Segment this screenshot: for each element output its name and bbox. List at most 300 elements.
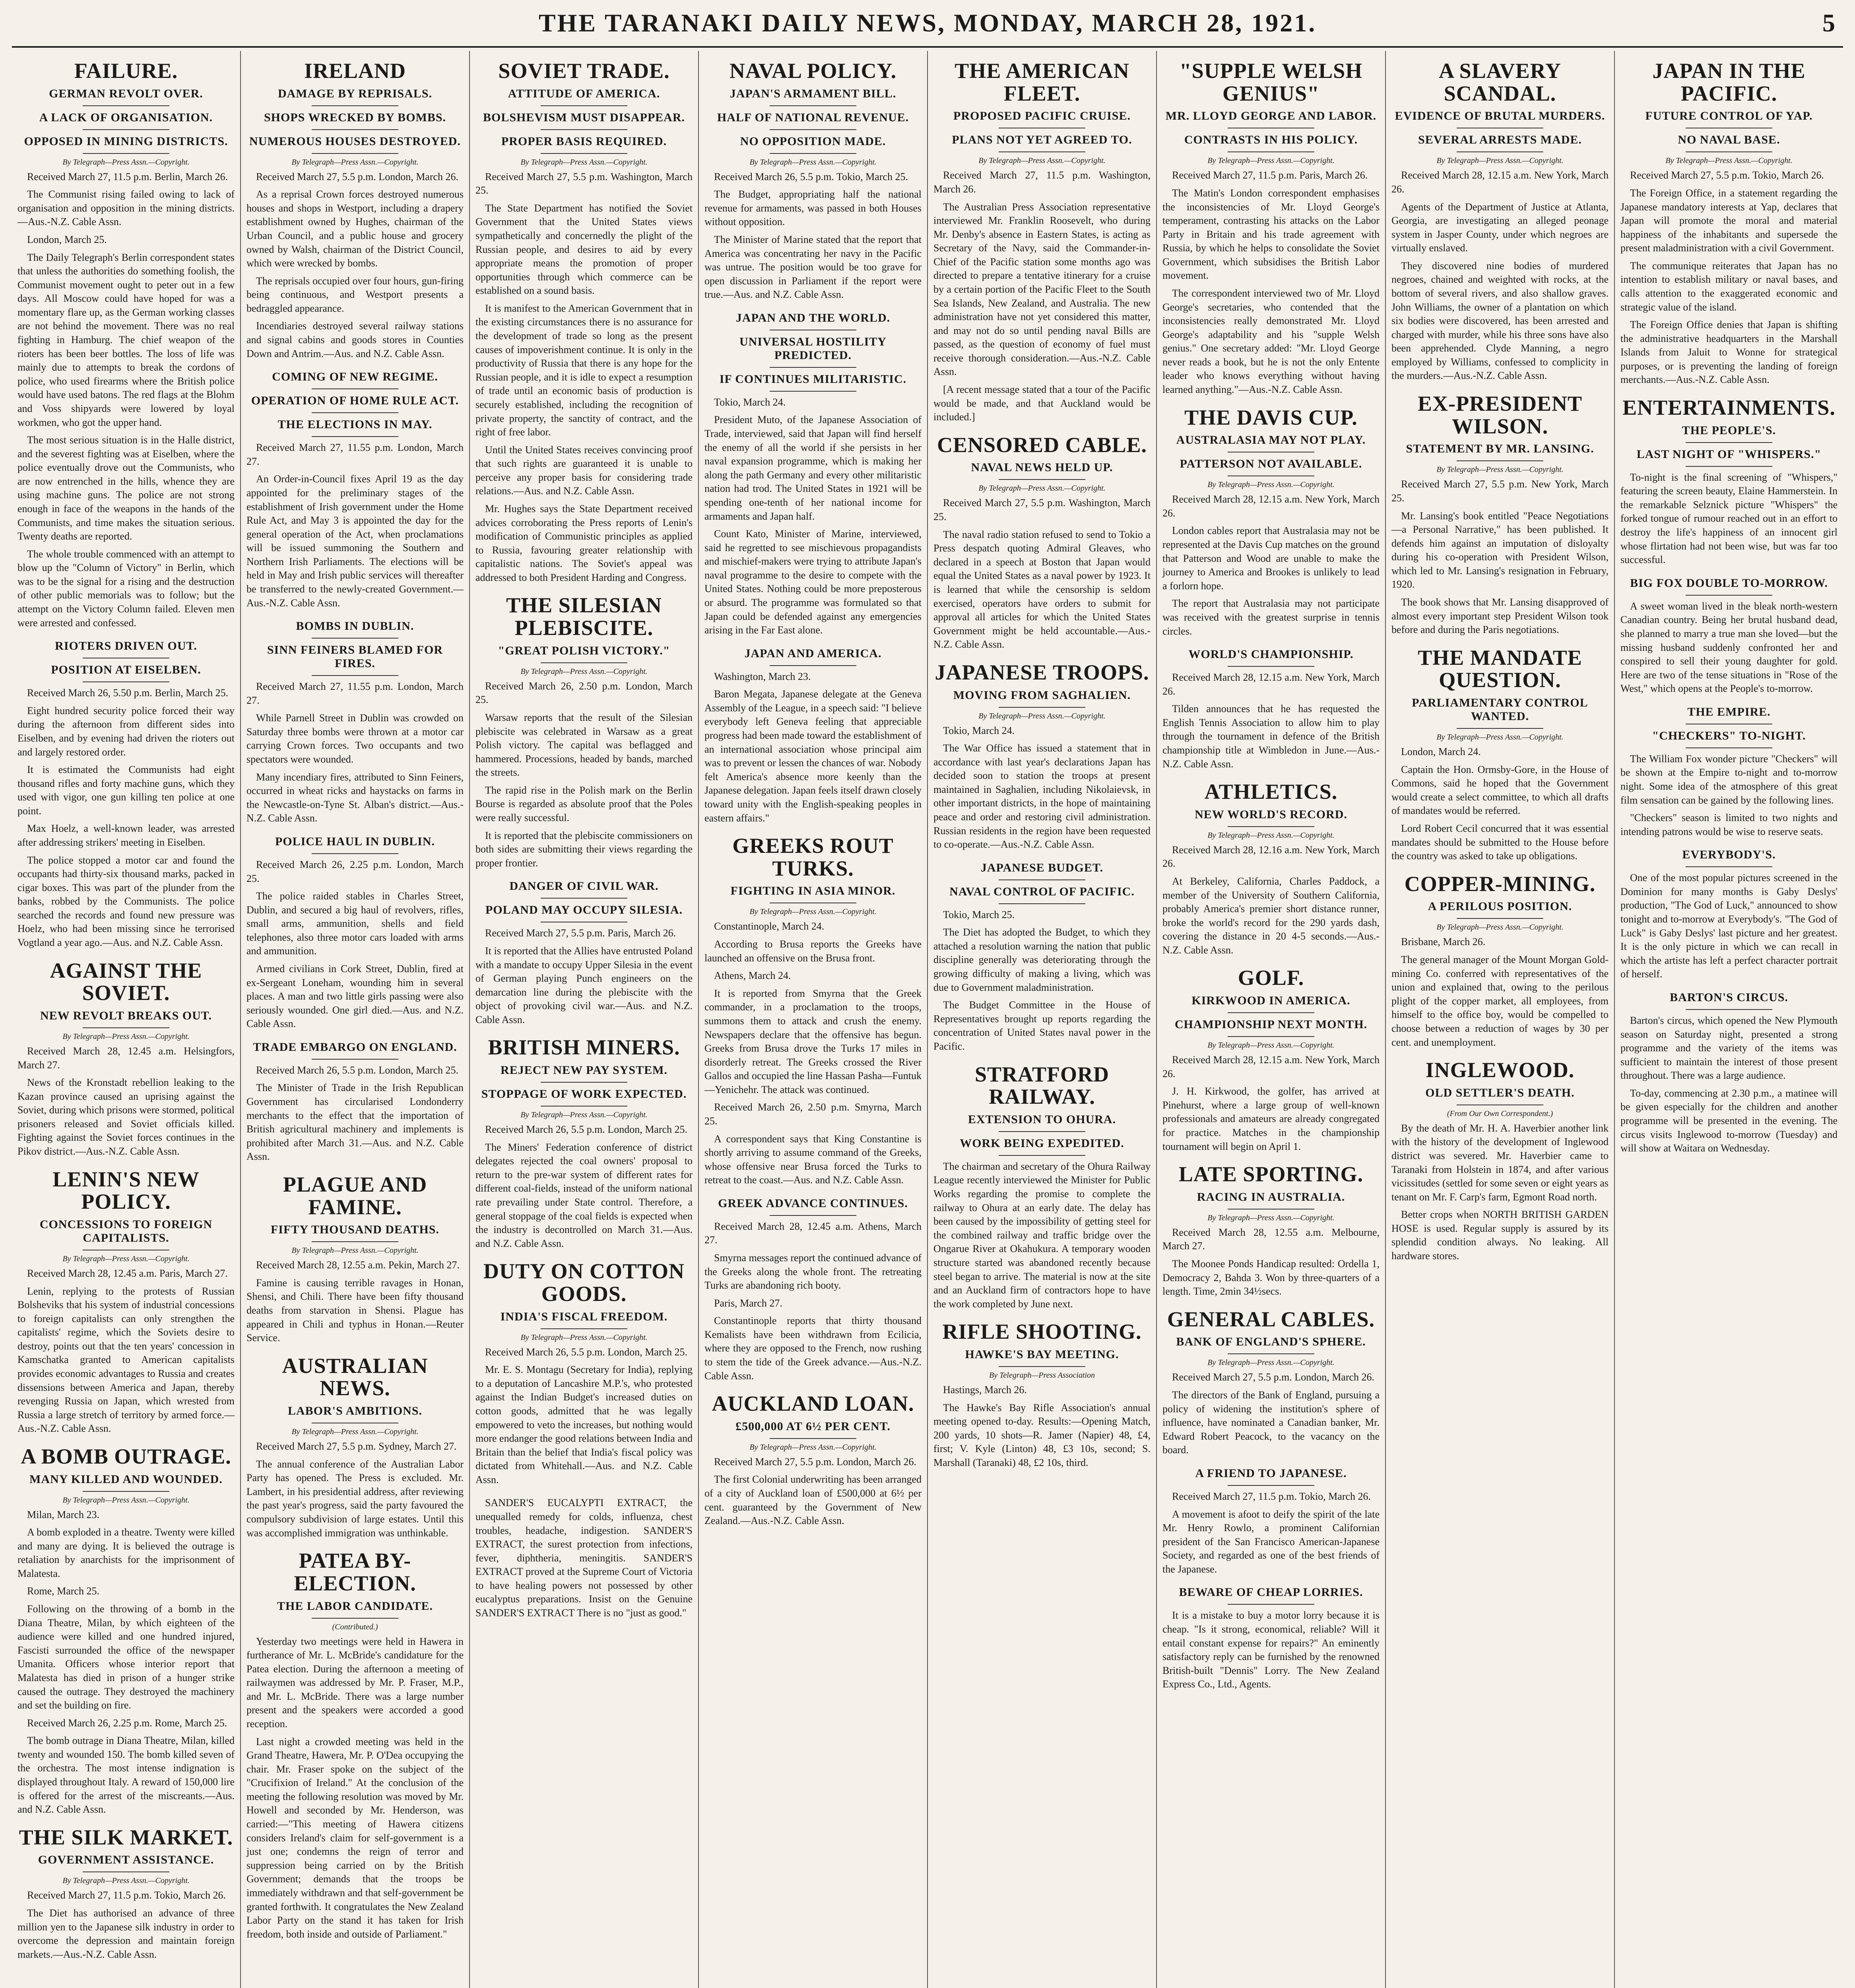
paragraph: The Hawke's Bay Rifle Association's annual meeting opened to-day. Results:—Opening Match, 200 yards, 10 shots—R. Jamer (Napier) 48, £4, first; V. Kyle (Linton) 48, £3 10s, second; S. Marshall (Taranaki) 48, £2 10s, third. bbox=[933, 1402, 1151, 1468]
news-column bbox=[1386, 51, 1615, 1988]
divider bbox=[770, 105, 856, 106]
subheading: NO NAVAL BASE. bbox=[1678, 133, 1780, 147]
paragraph: Yesterday two meetings were held in Hawera in furtherance of Mr. L. McBride's candidature for the Patea election. During the afternoon a meeting of railwaymen was addressed by Mr. P. Fraser, M.P., and Mr. L. McBride. There was a large number present and the speakers were accorded a good reception. bbox=[246, 1635, 464, 1730]
paragraph: The police stopped a motor car and found the occupants had thirty-six thousand marks, packed in cigar boxes. This was part of the plunder from the banks, robbed by the Communists. The police searched the records and found new pressure was Hoelz, who had been missing since he terrorised Vogtland a year ago.—Aus. and N.Z. Cable Assn. bbox=[17, 854, 235, 949]
article bbox=[17, 1445, 235, 1817]
article bbox=[1162, 60, 1380, 397]
article bbox=[1391, 873, 1609, 1049]
headline: STRATFORD RAILWAY. bbox=[974, 1062, 1110, 1109]
headline: AUSTRALIAN NEWS. bbox=[282, 1353, 428, 1400]
article bbox=[1162, 1467, 1380, 1576]
divider bbox=[770, 1215, 856, 1216]
byline: By Telegraph—Press Assn.—Copyright. bbox=[520, 157, 648, 167]
paragraph: Incendiaries destroyed several railway stations and signal cabins and goods stores in Counties Down and Antrim.—Aus. and N.Z. Cable Assn. bbox=[246, 320, 464, 359]
article bbox=[246, 1549, 464, 1941]
paragraph: Many incendiary fires, attributed to Sinn Feiners, occurred in wheat ricks and haystacks on farms in the Newcastle-on-Tyne St. Alban's district.—Aus.-N.Z. Cable Assn. bbox=[246, 771, 464, 824]
divider bbox=[1686, 866, 1772, 867]
subheading: JAPANESE BUDGET. bbox=[980, 861, 1104, 874]
paragraph: At Berkeley, California, Charles Paddock, a member of the University of Southern California, probably America's premier short distance runner, broke the world's record for the 290 yards dash, covering the distance in 20 4-5 seconds.—Aus.-N.Z. Cable Assn. bbox=[1162, 875, 1380, 956]
subheading: HAWKE'S BAY MEETING. bbox=[965, 1347, 1119, 1361]
subheading: BANK OF ENGLAND'S SPHERE. bbox=[1176, 1335, 1366, 1349]
subheading: JAPAN'S ARMAMENT BILL. bbox=[730, 87, 896, 100]
subheading: NEW WORLD'S RECORD. bbox=[1195, 808, 1347, 821]
subheading: NAVAL CONTROL OF PACIFIC. bbox=[949, 885, 1135, 898]
byline: (Contributed.) bbox=[332, 1622, 378, 1631]
headline: DUTY ON COTTON GOODS. bbox=[483, 1259, 685, 1306]
headline: COPPER-MINING. bbox=[1404, 872, 1596, 896]
subheading: SHOPS WRECKED BY BOMBS. bbox=[264, 111, 446, 124]
divider bbox=[1686, 442, 1772, 443]
subheading: DAMAGE BY REPRISALS. bbox=[277, 87, 433, 100]
paragraph: Eight hundred security police forced their way during the afternoon from different sides into Eiselben, and by evening had driven the rioters out and largely restored order. bbox=[17, 705, 235, 758]
article bbox=[933, 1320, 1151, 1470]
paragraph: Received March 26, 5.5 p.m. London, March 25. bbox=[256, 1064, 459, 1076]
paragraph: They discovered nine bodies of murdered negroes, chained and weighted with rocks, at the bottom of several rivers, and also shallow graves. John Williams, the owner of a plantation on which six bodies were discovered, has been arrested and charged with murder, while his three sons have also been apprehended. Clyde Manning, a negro employed by Williams, confessed to complicity in the murders.—Aus.-N.Z. Cable Assn. bbox=[1391, 260, 1609, 382]
paragraph: The Matin's London correspondent emphasises the inconsistencies of Mr. Lloyd George's temperament, contrasting his attacks on the Labor Party in Britain and his trade agreement with Russia, by which he helps to consolidate the Soviet Government, which subsidises the British Labor movement. bbox=[1162, 187, 1380, 282]
paragraph: A movement is afoot to deify the spirit of the late Mr. Henry Rowlo, a prominent Californian president of the San Francisco American-Japanese Society, and regarded as one of the best friends of the Japanese. bbox=[1162, 1508, 1380, 1575]
headline: THE SILK MARKET. bbox=[19, 1825, 233, 1849]
divider bbox=[541, 153, 627, 154]
divider bbox=[312, 388, 398, 389]
subheading: OLD SETTLER'S DEATH. bbox=[1425, 1086, 1575, 1099]
divider bbox=[312, 1618, 398, 1619]
paragraph: The Minister of Trade in the Irish Republican Government has circularised Londonderry merchants to the effect that the importation of British agricultural machinery and implements is prohibited after March 31.—Aus. and N.Z. Cable Assn. bbox=[246, 1082, 464, 1163]
subheading: EVIDENCE OF BRUTAL MURDERS. bbox=[1395, 109, 1605, 123]
paragraph: Received March 26, 5.5 p.m. London, March 25. bbox=[485, 1346, 688, 1358]
subheading: LAST NIGHT OF "WHISPERS." bbox=[1636, 447, 1822, 461]
divider bbox=[312, 675, 398, 676]
paragraph: Constantinople, March 24. bbox=[714, 920, 825, 932]
article bbox=[475, 594, 693, 870]
paragraph: It is reported from Smyrna that the Greek commander, in a proclamation to the troops, summons them to attack and crush the enemy. Newspapers declare that the offensive has begun. Greeks from Brusa drove the Turks 17 miles in disorderly retreat. The Greeks crossed the River Gallos and occupied the line Hassan Pasha—Funtuk—Yenichehr. The attack was continued. bbox=[704, 987, 922, 1095]
subheading: TRADE EMBARGO ON ENGLAND. bbox=[253, 1040, 457, 1054]
news-column bbox=[1615, 51, 1843, 1988]
headline: GENERAL CABLES. bbox=[1167, 1307, 1375, 1331]
paragraph: Received March 28, 12.55 a.m. Pekin, March 27. bbox=[256, 1259, 460, 1271]
divider bbox=[999, 1155, 1085, 1156]
subheading: BARTON'S CIRCUS. bbox=[1670, 990, 1788, 1004]
paragraph: Mr. Lansing's book entitled "Peace Negotiations—a Personal Narrative," has been published. It defends him against an imputation of disloyalty during his co-operation with President Wilson, which led to Mr. Lansing's resignation in February, 1920. bbox=[1391, 510, 1609, 590]
divider bbox=[999, 479, 1085, 480]
paragraph: Max Hoelz, a well-known leader, was arrested after addressing strikers' meeting in Eiselben. bbox=[17, 823, 235, 848]
headline: BRITISH MINERS. bbox=[488, 1035, 680, 1060]
paragraph: Received March 27, 5.5 p.m. Washington, March 25. bbox=[475, 171, 693, 196]
subheading: BOMBS IN DUBLIN. bbox=[296, 619, 414, 633]
subheading: FIFTY THOUSAND DEATHS. bbox=[270, 1223, 439, 1237]
paragraph: Paris, March 27. bbox=[714, 1297, 782, 1309]
headline: AGAINST THE SOVIET. bbox=[50, 958, 202, 1005]
paragraph: Rome, March 25. bbox=[27, 1585, 99, 1597]
divider bbox=[999, 707, 1085, 708]
article bbox=[704, 1392, 922, 1528]
subheading: HALF OF NATIONAL REVENUE. bbox=[717, 111, 909, 124]
paragraph: Received March 27, 5.5 p.m. New York, March 25. bbox=[1391, 478, 1609, 504]
article bbox=[475, 879, 693, 1027]
paragraph: Received March 27, 11.5 p.m. Paris, March 26. bbox=[1172, 169, 1368, 181]
paragraph: Tokio, March 24. bbox=[943, 724, 1015, 736]
byline: By Telegraph—Press Assn.—Copyright. bbox=[291, 1246, 419, 1255]
subheading: EXTENSION TO OHURA. bbox=[968, 1112, 1116, 1126]
article bbox=[1162, 780, 1380, 957]
news-column bbox=[1157, 51, 1386, 1988]
article bbox=[246, 619, 464, 825]
paragraph: Received March 27, 11.5 p.m. Tokio, March 26. bbox=[1172, 1490, 1371, 1502]
article bbox=[1162, 967, 1380, 1153]
article bbox=[1162, 406, 1380, 638]
divider bbox=[1228, 1353, 1314, 1354]
paragraph: Received March 27, 11.5 p.m. Berlin, March 26. bbox=[27, 171, 228, 182]
paragraph: Received March 26, 5.5 p.m. Tokio, March 25. bbox=[714, 171, 908, 182]
paragraph: SANDER'S EUCALYPTI EXTRACT, the unequalled remedy for colds, influenza, chest troubles, headache, indigestion. SANDER'S EXTRACT, the surest protection from infections, fever, diphtheria, meningitis. SANDER'S EXTRACT proved at the Supreme Court of Victoria to have healing powers not possessed by other eucalyptus preparations. Insist on the Genuine SANDER'S EXTRACT There is no "just as good." bbox=[475, 1497, 693, 1619]
paragraph: The Foreign Office denies that Japan is shifting the administrative headquarters in the Marshall Islands from Jaluit to Wonne for strategical purposes, or is preventing the landing of foreign merchants.—Aus.-N.Z. Cable Assn. bbox=[1620, 319, 1838, 386]
article bbox=[17, 1826, 235, 1962]
subheading: STOPPAGE OF WORK EXPECTED. bbox=[481, 1087, 687, 1101]
byline: By Telegraph—Press Assn.—Copyright. bbox=[62, 1495, 190, 1505]
paragraph: Received March 27, 11.5 p.m. Tokio, March 26. bbox=[27, 1889, 226, 1901]
headline: THE SILESIAN PLEBISCITE. bbox=[506, 593, 662, 640]
paragraph: The whole trouble commenced with an attempt to blow up the "Column of Victory" in Berlin, which was to be the signal for a rising and the destruction of other public memorials was to follow; but the attempt on the Victory Column failed. Eleven men were arrested and confessed. bbox=[17, 548, 235, 629]
paragraph: A correspondent says that King Constantine is shortly arriving to assume command of the Greeks, whose offensive near Brusa forced the Turks to retreat to the coast.—Aus. and N.Z. Cable Assn. bbox=[704, 1133, 922, 1186]
paragraph: The report that Australasia may not participate was received with the greatest surprise in tennis circles. bbox=[1162, 598, 1380, 637]
divider bbox=[312, 412, 398, 413]
article bbox=[933, 861, 1151, 1054]
paragraph: Famine is causing terrible ravages in Honan, Shensi, and Chili. There have been fifty thousand deaths from starvation in Shensi. Plague has appeared in Chili and typhus in Honan.—Reuter Service. bbox=[246, 1277, 464, 1344]
divider bbox=[83, 681, 169, 682]
news-column bbox=[470, 51, 699, 1988]
byline: By Telegraph—Press Assn.—Copyright. bbox=[1207, 156, 1335, 165]
paragraph: To-night is the final screening of "Whispers," featuring the screen beauty, Elaine Hammerstein. In the remarkable Selznick picture "Whispers" the forked tongue of rumour reached out in an effort to destroy the life's happiness of an innocent girl whose flirtation had not been wise, but was far too successful. bbox=[1620, 471, 1838, 566]
byline: By Telegraph—Press Association bbox=[989, 1371, 1095, 1380]
headline: ATHLETICS. bbox=[1204, 780, 1338, 804]
headline: NAVAL POLICY. bbox=[729, 59, 897, 83]
paragraph: Until the United States receives convincing proof that such rights are guaranteed it is unable to perceive any proper basis for considering trade relations.—Aus. and N.Z. Cable Assn. bbox=[475, 444, 693, 497]
divider bbox=[541, 898, 627, 899]
subheading: POLAND MAY OCCUPY SILESIA. bbox=[485, 903, 683, 917]
paragraph: The first Colonial underwriting has been arranged of a city of Auckland loan of £500,000 at 6½ per cent. guaranteed by the Government of New Zealand.—Aus.-N.Z. Cable Assn. bbox=[704, 1474, 922, 1527]
paragraph: Received March 27, 11.55 p.m. London, March 27. bbox=[246, 681, 464, 706]
paragraph: Mr. E. S. Montagu (Secretary for India), replying to a deputation of Lancashire M.P.'s, who protested against the Indian Budget's increased duties on cotton goods, admitted that he was legally empowered to veto the increases, but nothing would more endanger the good relations between India and Britain than the belief that India's fiscal policy was dictated from Whitehall.—Aus. and N.Z. Cable Assn. bbox=[475, 1364, 693, 1485]
divider bbox=[1686, 466, 1772, 467]
subheading: FIGHTING IN ASIA MINOR. bbox=[730, 884, 896, 898]
divider bbox=[1686, 151, 1772, 152]
paragraph: The naval radio station refused to send to Tokio a Press despatch quoting Admiral Gleaves, who declared in a speech at Boston that Japan would equal the United States as a naval power by 1923. It is learned that while the censorship is seldom exercised, operators have orders to submit for approval all articles for which the United States Government might be held accountable.—Aus.-N.Z. Cable Assn. bbox=[933, 528, 1151, 650]
paragraph: "Checkers" season is limited to two nights and intending patrons would be wise to reserve seats. bbox=[1620, 812, 1838, 837]
subheading: IF CONTINUES MILITARISTIC. bbox=[719, 372, 907, 386]
news-column bbox=[699, 51, 928, 1988]
paragraph: The William Fox wonder picture "Checkers" will be shown at the Empire to-night and to-morrow night. Some idea of the atmosphere of this great film sensation can be gained by the following lines. bbox=[1620, 753, 1838, 806]
byline: By Telegraph—Press Assn.—Copyright. bbox=[1207, 1041, 1335, 1050]
paragraph: Milan, March 23. bbox=[27, 1508, 99, 1520]
article bbox=[1620, 705, 1838, 839]
paragraph: Constantinople reports that thirty thousand Kemalists have been withdrawn from Ecilicia, where they are opposed to the French, now rushing to stem the tide of the Greek advance.—Aus.-N.Z. Cable Assn. bbox=[704, 1315, 922, 1382]
byline: By Telegraph—Press Assn.—Copyright. bbox=[520, 1110, 648, 1120]
article bbox=[475, 1260, 693, 1487]
paragraph: Received March 26, 2.50 p.m. Smyrna, March 25. bbox=[704, 1101, 922, 1127]
headline: THE MANDATE QUESTION. bbox=[1418, 645, 1582, 692]
headline: JAPANESE TROOPS. bbox=[935, 660, 1149, 684]
paragraph: Received March 28, 12.15 a.m. New York, March 26. bbox=[1162, 1054, 1380, 1079]
paragraph: The annual conference of the Australian Labor Party has opened. The Press is excluded. Mr. Lambert, in his presidential address, after reviewing the past year's progress, said the party favoured the compulsory subdivision of large estates. Until this was accomplished immigration was unthinkable. bbox=[246, 1458, 464, 1539]
paragraph: A bomb exploded in a theatre. Twenty were killed and many are dying. It is believed the outrage is retaliation by anarchists for the imprisonment of Malatesta. bbox=[17, 1526, 235, 1579]
paragraph: Warsaw reports that the result of the Silesian plebiscite was celebrated in Warsaw as a great Polish victory. The capital was beflagged and hammered. Processions, headed by bands, marched the streets. bbox=[475, 711, 693, 779]
headline: SOVIET TRADE. bbox=[498, 59, 670, 83]
subheading: SINN FEINERS BLAMED FOR FIRES. bbox=[267, 643, 443, 670]
article bbox=[1162, 1586, 1380, 1691]
subheading: GERMAN REVOLT OVER. bbox=[49, 87, 203, 100]
article bbox=[17, 639, 235, 949]
divider bbox=[312, 105, 398, 106]
article bbox=[1162, 1308, 1380, 1457]
subheading: COMING OF NEW REGIME. bbox=[272, 370, 438, 384]
divider bbox=[770, 391, 856, 392]
article bbox=[17, 1168, 235, 1436]
paragraph: Count Kato, Minister of Marine, interviewed, said he regretted to see mischievous propagandists and mischief-makers were trying to attribute Japan's naval programme to the desire to compete with the United States. Nothing could be more preposterous or absurd. The programme was formulated so that Japan could be defended against any emergencies arising in the Far East alone. bbox=[704, 528, 922, 636]
divider bbox=[312, 638, 398, 639]
subheading: RIOTERS DRIVEN OUT. bbox=[55, 639, 197, 653]
paragraph: The bomb outrage in Diana Theatre, Milan, killed twenty and wounded 150. The bomb killed seven of the orchestra. The most intense indignation is displayed throughout Italy. A reward of 150,000 lire is offered for the arrest of the miscreants.—Aus. and N.Z. Cable Assn. bbox=[17, 1735, 235, 1815]
paragraph: It is manifest to the American Government that in the existing circumstances there is no assurance for the development of trade so long as the present causes of impoverishment continue. It is only in the productivity of Russia that there is any hope for the Russian people, and it is idle to expect a resumption of trade until an economic basis of production is securely established, including the recognition of private property, the sanctity of contract, and the right of free labor. bbox=[475, 302, 693, 438]
subheading: POSITION AT EISELBEN. bbox=[51, 663, 201, 677]
paragraph: London, March 25. bbox=[27, 234, 107, 245]
byline: By Telegraph—Press Assn.—Copyright. bbox=[1207, 831, 1335, 840]
paragraph: Received March 28, 12.15 a.m. New York, March 26. bbox=[1162, 493, 1380, 519]
paragraph: The chairman and secretary of the Ohura Railway League recently interviewed the Minister for Public Works regarding the promise to complete the railway to Ohura at an early date. The delay has been caused by the impossibility of getting steel for the combined railway and traffic bridge over the Ongarue River at Okahukura. A temporary wooden structure started was abandoned recently because steel began to arrive. The material is now at the site and an Auckland firm of contractors hope to have the work completed by June next. bbox=[933, 1160, 1151, 1310]
paragraph: The Moonee Ponds Handicap resulted: Ordella 1, Democracy 2, Bahda 3. Won by three-quarters of a length. Time, 2min 34½secs. bbox=[1162, 1258, 1380, 1297]
divider bbox=[83, 153, 169, 154]
columns bbox=[12, 51, 1843, 1988]
article bbox=[246, 60, 464, 361]
article bbox=[17, 60, 235, 630]
paragraph: The Daily Telegraph's Berlin correspondent states that unless the authorities do something foolish, the Communist movement ought to peter out in a few days. All Moscow could have hoped for was a momentary flare up, as the German working classes are not behind the movement. There was no real fighting in Hamburg. The chief weapon of the rioters has been beer bottles. The loss of life was mainly due to attempts to break the cordons of police, who used firearms where the British police would have used batons. The red flags at the Blohm and Voss shipyards were lowered by loyal workmen, who got the upper hand. bbox=[17, 251, 235, 428]
subheading: PARLIAMENTARY CONTROL WANTED. bbox=[1412, 696, 1588, 723]
paragraph: As a reprisal Crown forces destroyed numerous houses and shops in Westport, including a drapery establishment owned by Hughes, chairman of the Urban Council, and a public house and grocery owned by Walsh, chairman of the District Council, which were wrecked by bombs. bbox=[246, 188, 464, 269]
subheading: BOLSHEVISM MUST DISAPPEAR. bbox=[483, 111, 685, 124]
divider bbox=[1686, 747, 1772, 748]
paragraph: The State Department has notified the Soviet Government that the United States views sympathetically and concernedly the plight of the Russian people, and desires to aid by every appropriate means the promotion of proper opportunities through which commerce can be established on a sound basis. bbox=[475, 202, 693, 297]
paragraph: It is a mistake to buy a motor lorry because it is cheap. "Is it strong, economical, reliable? Will it entail constant expense for repairs?" An eminently satisfactory reply can be furnished by the renowned British-built "Dennis" Lorry. The New Zealand Express Co., Ltd., Agents. bbox=[1162, 1609, 1380, 1690]
subheading: WORK BEING EXPEDITED. bbox=[960, 1136, 1124, 1150]
subheading: PROPER BASIS REQUIRED. bbox=[501, 134, 667, 148]
divider bbox=[312, 1059, 398, 1060]
paragraph: Received March 26, 5.50 p.m. Berlin, March 25. bbox=[27, 687, 229, 699]
paragraph: Athens, March 24. bbox=[714, 970, 791, 982]
paragraph: Baron Megata, Japanese delegate at the Geneva Assembly of the League, in a speech said: "I believe everybody left Geneva feeling that appreciable progress had been made toward the establishment of an international association whose principal aim was to prevent or lessen the chances of war. Nobody felt America's absence more keenly than the Japanese delegation. Japan feels itself drawn closely toward unity with the English-speaking peoples in eastern affairs." bbox=[704, 688, 922, 824]
divider bbox=[541, 1106, 627, 1107]
paragraph: Received March 26, 2.25 p.m. London, March 25. bbox=[246, 858, 464, 884]
paragraph: The general manager of the Mount Morgan Gold-mining Co. conferred with representatives of the union and explained that, owing to the perilous plight of the copper market, all employees, from himself to the office boy, would be compelled to choose between a reduction of wages by 30 per cent. and unemployment. bbox=[1391, 954, 1609, 1048]
article bbox=[1162, 648, 1380, 771]
divider bbox=[312, 129, 398, 130]
paragraph: London, March 24. bbox=[1401, 746, 1481, 758]
subheading: REJECT NEW PAY SYSTEM. bbox=[501, 1064, 667, 1077]
subheading: EVERYBODY'S. bbox=[1682, 848, 1776, 862]
article bbox=[704, 835, 922, 1187]
subheading: MANY KILLED AND WOUNDED. bbox=[29, 1472, 223, 1486]
paragraph: By the death of Mr. H. A. Haverbier another link with the history of the development of Inglewood district was severed. Mr. Haverbier came to Taranaki from Holstein in 1874, and after various vicissitudes (settled for some seven or eight years as tenant on Mr. F. Carp's farm, Egmont Road north. bbox=[1391, 1122, 1609, 1203]
headline: GOLF. bbox=[1238, 966, 1304, 990]
subheading: CHAMPIONSHIP NEXT MONTH. bbox=[1174, 1018, 1368, 1031]
article bbox=[1620, 396, 1838, 567]
paragraph: Received March 27, 11.55 p.m. London, March 27. bbox=[246, 442, 464, 467]
byline: By Telegraph—Press Assn.—Copyright. bbox=[1436, 465, 1564, 474]
paragraph: [A recent message stated that a tour of the Pacific would be made, and that Auckland would be included.] bbox=[933, 384, 1151, 423]
headline: A SLAVERY SCANDAL. bbox=[1439, 59, 1561, 105]
news-column bbox=[12, 51, 241, 1988]
byline: By Telegraph—Press Assn.—Copyright. bbox=[749, 1442, 877, 1452]
subheading: OPERATION OF HOME RULE ACT. bbox=[251, 394, 459, 408]
headline: EX-PRESIDENT WILSON. bbox=[1417, 392, 1583, 438]
divider bbox=[312, 853, 398, 854]
divider bbox=[1228, 1485, 1314, 1486]
paragraph: The police raided stables in Charles Street, Dublin, and secured a big haul of revolvers, rifles, small arms, ammunition, shells and field telephones, also three motor cars loaded with arms and ammunition. bbox=[246, 890, 464, 957]
byline: By Telegraph—Press Assn.—Copyright. bbox=[1207, 1213, 1335, 1222]
subheading: CONCESSIONS TO FOREIGN CAPITALISTS. bbox=[39, 1217, 213, 1244]
byline: By Telegraph—Press Assn.—Copyright. bbox=[62, 1254, 190, 1263]
subheading: GOVERNMENT ASSISTANCE. bbox=[38, 1853, 214, 1867]
paragraph: Received March 28, 12.16 a.m. New York, March 26. bbox=[1162, 844, 1380, 870]
subheading: ATTITUDE OF AMERICA. bbox=[508, 87, 660, 100]
byline: By Telegraph—Press Assn.—Copyright. bbox=[749, 907, 877, 916]
divider bbox=[1686, 595, 1772, 596]
byline: By Telegraph—Press Assn.—Copyright. bbox=[978, 484, 1106, 493]
paragraph: The Budget Committee in the House of Representatives brought up reports regarding the concentration of United States naval power in the Pacific. bbox=[933, 999, 1151, 1052]
news-column bbox=[928, 51, 1157, 1988]
article bbox=[933, 1063, 1151, 1311]
subheading: A FRIEND TO JAPANESE. bbox=[1195, 1466, 1347, 1480]
article bbox=[246, 370, 464, 610]
byline: By Telegraph—Press Assn.—Copyright. bbox=[62, 157, 190, 167]
article bbox=[704, 311, 922, 637]
headline: THE DAVIS CUP. bbox=[1184, 405, 1358, 429]
paragraph: The Miners' Federation conference of district delegates rejected the coal owners' proposal to return to the pre-war system of different rates for different coal-fields, instead of the uniform national rate prevailing under State control. Therefore, a general stoppage of the coal fields is expected when the industry is decontrolled on March 31.—Aus. and N.Z. Cable Assn. bbox=[475, 1141, 693, 1249]
divider bbox=[999, 879, 1085, 880]
paragraph: Received March 27, 11.5 p.m. Washington, March 26. bbox=[933, 169, 1151, 195]
masthead bbox=[12, 0, 1843, 48]
byline: By Telegraph—Press Assn.—Copyright. bbox=[978, 711, 1106, 720]
byline: By Telegraph—Press Assn.—Copyright. bbox=[978, 156, 1106, 165]
divider bbox=[1228, 1036, 1314, 1037]
divider bbox=[541, 662, 627, 663]
paragraph: J. H. Kirkwood, the golfer, has arrived at Pinehurst, where a large group of well-known professionals and amateurs are already congregated for practice. Matches in the championship tournament will begin on April 1. bbox=[1162, 1085, 1380, 1152]
paragraph: Washington, March 23. bbox=[714, 670, 811, 682]
article bbox=[246, 1041, 464, 1164]
paragraph: President Muto, of the Japanese Association of Trade, interviewed, said that Japan will find herself the enemy of all the world if she persists in her naval expansion programme, which is making her along the path Germany and every other militaristic nation had trod. The United States in 1921 will be spending one-tenth of her national income for armaments and Japan half. bbox=[704, 414, 922, 522]
subheading: WORLD'S CHAMPIONSHIP. bbox=[1188, 648, 1354, 661]
paragraph: It is estimated the Communists had eight thousand rifles and forty machine guns, which they used with vigor, one gun killing ten police at one point. bbox=[17, 764, 235, 817]
paragraph: The Communist rising failed owing to lack of organisation and opposition in the mining districts.—Aus.-N.Z. Cable Assn. bbox=[17, 188, 235, 228]
article bbox=[1391, 392, 1609, 637]
subheading: THE EMPIRE. bbox=[1687, 705, 1771, 718]
paragraph: Tilden announces that he has requested the English Tennis Association to allow him to play through the tournament in defence of the British championship title at Wimbledon in June.—Aus.-N.Z. Cable Assn. bbox=[1162, 703, 1380, 770]
paragraph: Tokio, March 24. bbox=[714, 396, 786, 408]
article bbox=[1391, 646, 1609, 863]
paragraph: Barton's circus, which opened the New Plymouth season on Saturday night, presented a strong programme and the variety of the items was sufficient to maintain the interest of those present throughout. There was a large audience. bbox=[1620, 1014, 1838, 1081]
paragraph: Received March 26, 5.5 p.m. London, March 25. bbox=[485, 1124, 688, 1136]
article bbox=[475, 60, 693, 584]
paragraph: One of the most popular pictures screened in the Dominion for many months is Gaby Deslys' production, "The God of Luck," announced to show tonight and to-morrow at Everybody's. "The God of Luck" is Gaby Deslys' last picture and her greatest. It is the only picture in which we can recall in which the artiste has left a perfect character portrait of herself. bbox=[1620, 872, 1838, 980]
subheading: A PERILOUS POSITION. bbox=[1428, 900, 1572, 913]
news-column bbox=[241, 51, 470, 1988]
paragraph: Received March 27, 5.5 p.m. Paris, March 26. bbox=[485, 927, 676, 939]
divider bbox=[1228, 151, 1314, 152]
subheading: PROPOSED PACIFIC CRUISE. bbox=[953, 109, 1131, 123]
subheading: POLICE HAUL IN DUBLIN. bbox=[275, 835, 435, 848]
article bbox=[246, 1173, 464, 1345]
headline: JAPAN IN THE PACIFIC. bbox=[1652, 59, 1806, 105]
subheading: OPPOSED IN MINING DISTRICTS. bbox=[24, 134, 228, 148]
divider bbox=[541, 1082, 627, 1083]
headline: LATE SPORTING. bbox=[1178, 1162, 1364, 1186]
article bbox=[704, 1197, 922, 1383]
paragraph: Lenin, replying to the protests of Russian Bolsheviks that his system of industrial concessions to foreign capitalists can only strengthen the capitalists' regime, which the Soviets desire to destroy, points out that the ten years' concession in Kamschatka granted to American capitalists provides economic advantages to Russia and creates dissensions between America and Japan, thereby revenging Russia on Japan, which wrested from Russia a large stretch of territory by armed force.—Aus.-N.Z. Cable Assn. bbox=[17, 1285, 235, 1435]
headline: GREEKS ROUT TURKS. bbox=[732, 834, 894, 880]
headline: ENTERTAINMENTS. bbox=[1622, 396, 1836, 420]
divider bbox=[1457, 918, 1543, 919]
divider bbox=[999, 1366, 1085, 1367]
subheading: SEVERAL ARRESTS MADE. bbox=[1418, 133, 1582, 147]
subheading: NO OPPOSITION MADE. bbox=[740, 134, 886, 148]
headline: INGLEWOOD. bbox=[1425, 1058, 1575, 1082]
headline: THE AMERICAN FLEET. bbox=[955, 59, 1129, 105]
paragraph: The Foreign Office, in a statement regarding the Japanese mandatory interests at Yap, declares that Japan will promote the moral and material happiness of the inhabitants and supersede the present maladministration with a civil Government. bbox=[1620, 187, 1838, 254]
paragraph: Agents of the Department of Justice at Atlanta, Georgia, are investigating an alleged peonage system in Jasper County, under which negroes are virtually enslaved. bbox=[1391, 201, 1609, 254]
subheading: "GREAT POLISH VICTORY." bbox=[498, 644, 670, 657]
subheading: THE PEOPLE'S. bbox=[1682, 423, 1776, 437]
paragraph: The Australian Press Association representative interviewed Mr. Franklin Roosevelt, who during Mr. Denby's absence in Eastern States, is acting as Secretary of the Navy, said the Commander-in-Chief of the Pacific station some months ago was directed to prepare a tentative itinerary for a cruise by a certain portion of the Pacific Fleet to the South Sea Islands, New Zealand, and Australia. The new administration have not yet considered this matter, and may not do so until pending naval Bills are passed, as the question of economy of fuel must receive thorough consideration.—Aus.-N.Z. Cable Assn. bbox=[933, 201, 1151, 378]
article bbox=[17, 959, 235, 1159]
subheading: STATEMENT BY MR. LANSING. bbox=[1406, 442, 1594, 456]
paragraph: Last night a crowded meeting was held in the Grand Theatre, Hawera, Mr. P. O'Dea occupying the chair. Mr. Fraser spoke on the subject of the "Crucifixion of Ireland." At the conclusion of the meeting the following resolution was moved by Mr. Howell and seconded by Mr. Henderson, was carried:—"This meeting of Hawera citizens considers Ireland's claim for self-government is a just one; condemns the reign of terror and suppression being carried on by the British Government; demands that the troops be immediately withdrawn and that self-government be granted forthwith. It congratulates the New Zealand Labor Party on the stand it has taken for Irish freedom, both inside and outside of Parliament." bbox=[246, 1736, 464, 1940]
paragraph: Received March 28, 12.55 a.m. Melbourne, March 27. bbox=[1162, 1226, 1380, 1252]
subheading: CONTRASTS IN HIS POLICY. bbox=[1184, 133, 1358, 147]
paragraph: While Parnell Street in Dublin was crowded on Saturday three bombs were thrown at a motor car carrying Crown forces. Two occupants and two spectators were wounded. bbox=[246, 712, 464, 765]
divider bbox=[999, 903, 1085, 904]
subheading: PATTERSON NOT AVAILABLE. bbox=[1180, 457, 1362, 471]
article bbox=[1620, 848, 1838, 981]
byline: By Telegraph—Press Assn.—Copyright. bbox=[291, 1427, 419, 1437]
article bbox=[1620, 577, 1838, 696]
subheading: AUSTRALASIA MAY NOT PLAY. bbox=[1176, 433, 1366, 447]
byline: By Telegraph—Press Assn.—Copyright. bbox=[1436, 733, 1564, 742]
subheading: MOVING FROM SAGHALIEN. bbox=[953, 688, 1131, 702]
paragraph: Received March 26, 2.50 p.m. London, March 25. bbox=[475, 680, 693, 706]
subheading: £500,000 AT 6½ PER CENT. bbox=[735, 1419, 891, 1433]
divider bbox=[770, 153, 856, 154]
divider bbox=[83, 1491, 169, 1492]
paragraph: Received March 28, 12.45 a.m. Helsingfors, March 27. bbox=[17, 1045, 235, 1071]
paragraph: The rapid rise in the Polish mark on the Berlin Bourse is regarded as absolute proof that the Poles were really successful. bbox=[475, 784, 693, 824]
paragraph: Received March 28, 12.45 a.m. Athens, March 27. bbox=[704, 1220, 922, 1246]
subheading: RACING IN AUSTRALIA. bbox=[1197, 1190, 1345, 1204]
divider bbox=[770, 1438, 856, 1439]
divider bbox=[1228, 666, 1314, 667]
article bbox=[1620, 991, 1838, 1155]
paragraph: The reprisals occupied over four hours, gun-firing being continuous, and Westport presents a bedraggled appearance. bbox=[246, 275, 464, 314]
paragraph: Tokio, March 25. bbox=[943, 909, 1015, 920]
article bbox=[1391, 1059, 1609, 1263]
paragraph: The book shows that Mr. Lansing disapproved of almost every important step President Wilson took before and during the Paris negotiations. bbox=[1391, 596, 1609, 636]
paragraph: A sweet woman lived in the bleak north-western Canadian country. Being her brutal husband dead, she planned to marry a true man she loved—but the missing husband suddenly confronted her and conspired to sell their young daughter for gold. Here are two of the tense situations in "Rose of the West," which opens at the People's to-morrow. bbox=[1620, 600, 1838, 695]
divider bbox=[999, 1131, 1085, 1132]
paragraph: Mr. Hughes says the State Department received advices corroborating the Press reports of Lenin's modification of Communistic principles as applied to Russia, favouring greater relationship with capitalistic nations. The Soviet's appeal was addressed to both President Harding and Congress. bbox=[475, 503, 693, 583]
byline: By Telegraph—Press Assn.—Copyright. bbox=[62, 1876, 190, 1885]
subheading: BEWARE OF CHEAP LORRIES. bbox=[1179, 1586, 1363, 1599]
article bbox=[246, 835, 464, 1031]
divider bbox=[770, 367, 856, 368]
subheading: "CHECKERS" TO-NIGHT. bbox=[1652, 729, 1806, 742]
paragraph: The Diet has adopted the Budget, to which they attached a resolution warning the nation that public discipline generally was deteriorating through the growing difficulty of making a living, which was due to Government maladministration. bbox=[933, 926, 1151, 993]
divider bbox=[770, 665, 856, 666]
